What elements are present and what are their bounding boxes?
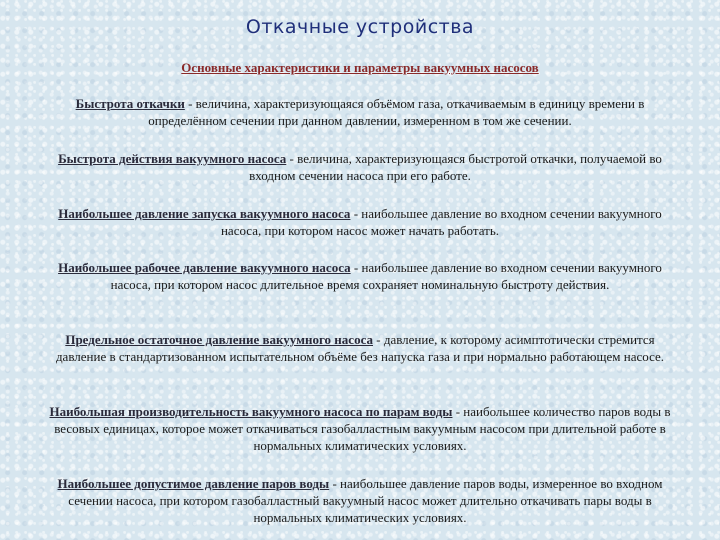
definition-text: - величина, характеризующаяся быстротой откачки, получаемой во входном сечении насоса при его работе. xyxy=(249,151,662,183)
definition-text: - наибольшее количество паров воды в весовых единицах, которое может откачиваться газобалластным вакуумным насосом при длительной работе в нормальных климатических условиях. xyxy=(54,404,671,453)
definition-term: Быстрота действия вакуумного насоса xyxy=(58,151,287,166)
definition-term: Наибольшее допустимое давление паров воды xyxy=(57,476,330,491)
definition-pump-speed xyxy=(40,150,680,184)
definition-water-vapor-pressure xyxy=(40,475,680,526)
definition-text: - величина, характеризующаяся объёмом газа, откачиваемым в единицу времени в определённом сечении при данном давлении, измеренном в том же сечении. xyxy=(148,96,645,128)
definition-text: - наибольшее давление паров воды, измеренное во входном сечении насоса, при котором газобалластный вакуумный насос может длительно откачивать пары воды в нормальных климатических условиях. xyxy=(68,476,663,525)
definition-text: - давление, к которому асимптотически стремится давление в стандартизованном испытательном объёме без напуска газа и при нормально работающем насосе. xyxy=(55,332,665,364)
slide-title: Откачные устройства xyxy=(245,16,475,38)
definition-term: Наибольшее рабочее давление вакуумного насоса xyxy=(58,260,351,275)
slide-subtitle: Основные характеристики и параметры вакуумных насосов xyxy=(181,60,539,75)
definition-working-pressure xyxy=(40,259,680,293)
definition-start-pressure xyxy=(40,205,680,239)
definition-term: Наибольшая производительность вакуумного насоса по парам воды xyxy=(49,404,453,419)
definition-text: - наибольшее давление во входном сечении вакуумного насоса, при котором насос длительное время сохраняет номинальную быстроту действия. xyxy=(110,260,662,292)
definition-term: Быстрота откачки xyxy=(75,96,185,111)
definition-text: - наибольшее давление во входном сечении вакуумного насоса, при котором насос может начать работать. xyxy=(220,206,662,238)
definition-term: Предельное остаточное давление вакуумного насоса xyxy=(65,332,373,347)
definition-pumping-speed xyxy=(40,95,680,129)
definition-ultimate-pressure xyxy=(40,331,680,365)
definition-term: Наибольшее давление запуска вакуумного насоса xyxy=(58,206,351,221)
definition-water-vapor-capacity xyxy=(40,403,680,454)
